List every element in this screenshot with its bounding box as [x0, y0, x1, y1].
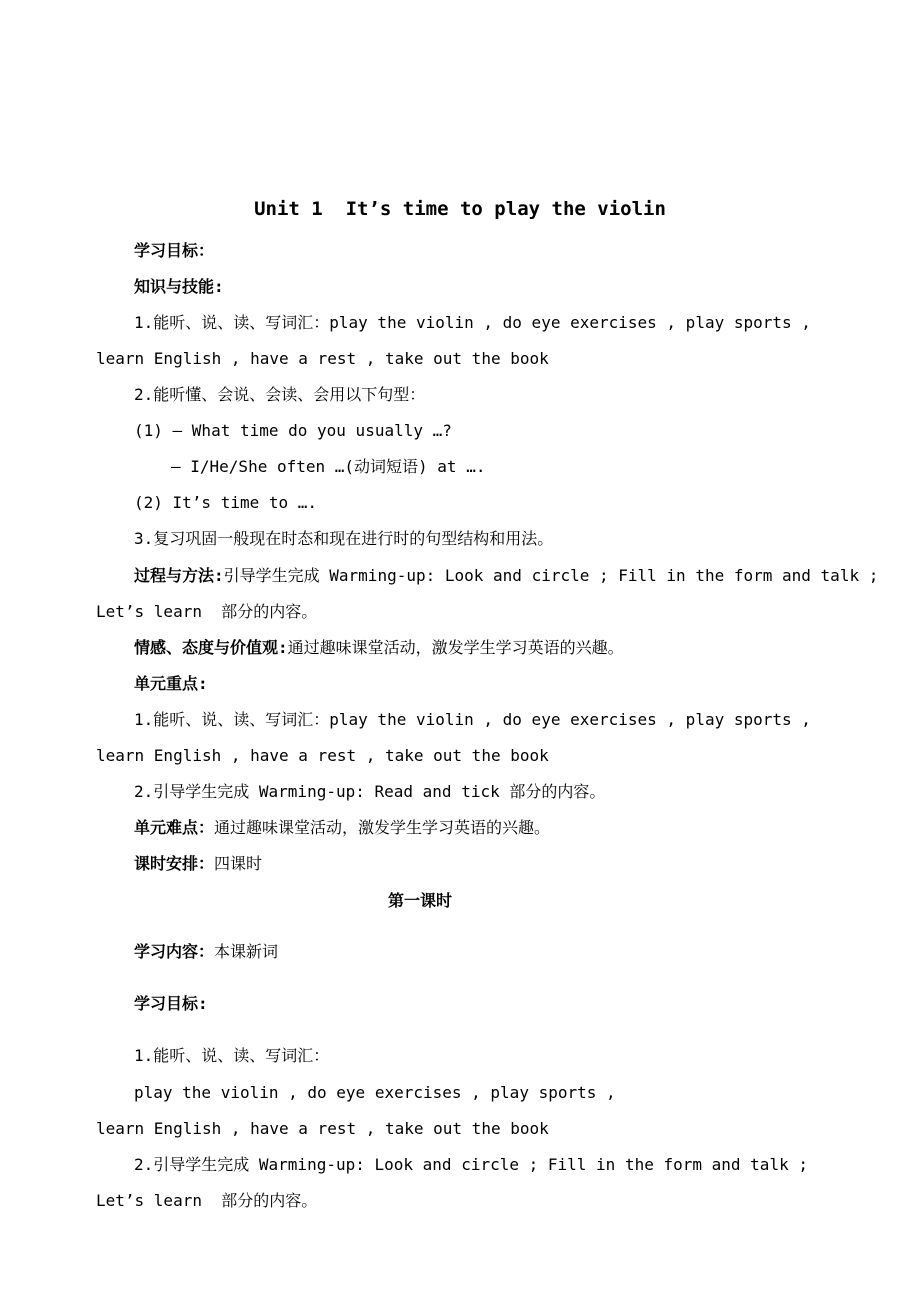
key-points-heading: 单元重点: — [134, 674, 208, 693]
lesson-objective-1: 1.能听、说、读、写词汇： — [134, 1046, 330, 1065]
lesson-objective-1-line-2: play the violin , do eye exercises , play sports , — [134, 1083, 616, 1102]
lesson-content — [134, 941, 278, 963]
schedule-label: 课时安排： — [134, 854, 215, 873]
objectives-heading: 学习目标： — [134, 241, 215, 260]
emotion-label: 情感、态度与价值观: — [134, 638, 288, 657]
sentence-pattern-1-answer: — I/He/She often …(动词短语) at …. — [171, 457, 486, 476]
key-point-2: 2.引导学生完成 Warming-up: Read and tick 部分的内容。 — [134, 782, 606, 801]
knowledge-item-2: 2.能听懂、会说、会读、会用以下句型： — [134, 385, 426, 404]
lesson-objective-2-line-1: 2.引导学生完成 Warming-up: Look and circle ; Fill in the form and talk ; — [134, 1155, 808, 1174]
difficulty-label: 单元难点： — [134, 818, 215, 837]
content-label: 学习内容： — [134, 942, 215, 961]
lesson-objectives-heading: 学习目标: — [134, 994, 208, 1013]
schedule — [134, 853, 262, 875]
schedule-text: 四课时 — [214, 854, 263, 873]
knowledge-item-3: 3.复习巩固一般现在时态和现在进行时的句型结构和用法。 — [134, 529, 554, 548]
knowledge-heading: 知识与技能: — [134, 277, 224, 296]
knowledge-item-1-line-1: 1.能听、说、读、写词汇：play the violin , do eye exercises , play sports , — [134, 313, 811, 332]
document-title: Unit 1 It’s time to play the violin — [254, 198, 666, 220]
process-and-method — [134, 565, 878, 587]
lesson-heading: 第一课时 — [387, 891, 452, 910]
content-text: 本课新词 — [214, 942, 279, 961]
difficulty-text: 通过趣味课堂活动，激发学生学习英语的兴趣。 — [214, 818, 551, 837]
process-line-2: Let’s learn 部分的内容。 — [96, 602, 318, 621]
emotion-attitude-values — [134, 637, 624, 659]
knowledge-item-1-line-2: learn English , have a rest , take out the book — [96, 349, 549, 368]
key-point-1-line-1: 1.能听、说、读、写词汇：play the violin , do eye exercises , play sports , — [134, 710, 811, 729]
lesson-objective-1-line-3: learn English , have a rest , take out the book — [96, 1119, 549, 1138]
difficulty — [134, 817, 550, 839]
process-label: 过程与方法: — [134, 566, 224, 585]
key-point-1-line-2: learn English , have a rest , take out the book — [96, 746, 549, 765]
process-text: 引导学生完成 Warming-up: Look and circle ; Fill in the form and talk ; — [223, 566, 879, 585]
sentence-pattern-1-question: (1) — What time do you usually …? — [134, 421, 452, 440]
sentence-pattern-2: (2) It’s time to …. — [134, 493, 318, 512]
emotion-text: 通过趣味课堂活动，激发学生学习英语的兴趣。 — [287, 638, 624, 657]
lesson-objective-2-line-2: Let’s learn 部分的内容。 — [96, 1191, 318, 1210]
